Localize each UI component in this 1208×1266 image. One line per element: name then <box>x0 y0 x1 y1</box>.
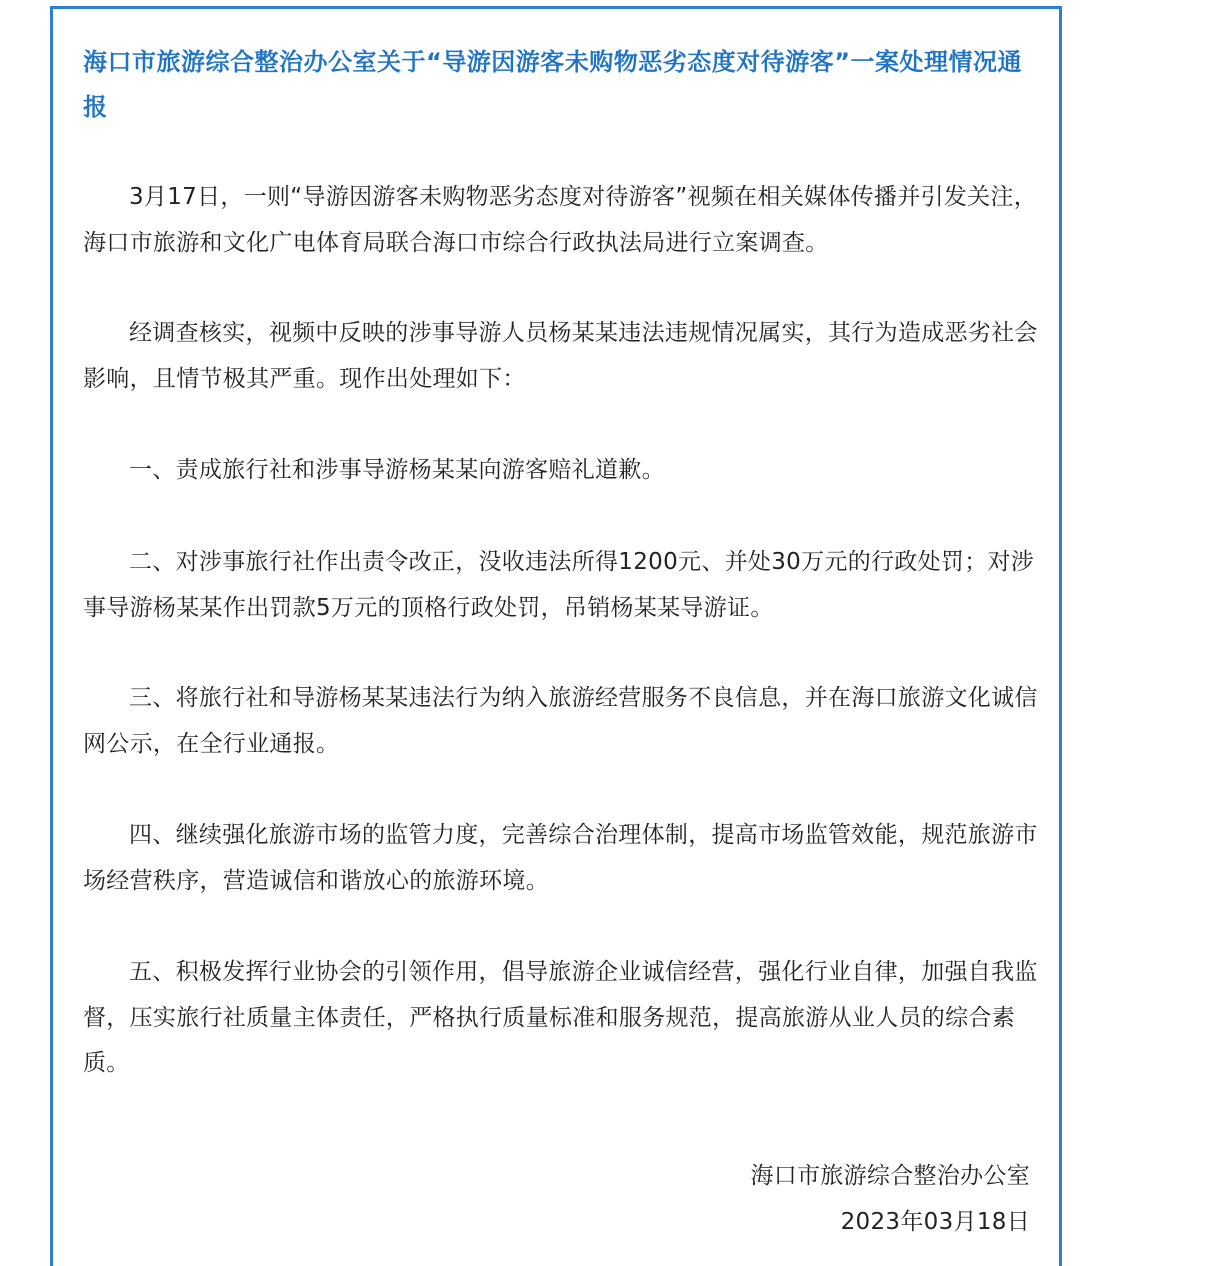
signature-block <box>750 1154 1030 1245</box>
notice-title: 海口市旅游综合整治办公室关于“导游因游客未购物恶劣态度对待游客”一案处理情况通报 <box>83 48 1023 121</box>
paragraph-intro: 3月17日，一则“导游因游客未购物恶劣态度对待游客”视频在相关媒体传播并引发关注，海口市旅游和文化广电体育局联合海口市综合行政执法局进行立案调查。 <box>83 184 1038 256</box>
signature-organization: 海口市旅游综合整治办公室 <box>750 1163 1030 1189</box>
signature-date: 2023年03月18日 <box>840 1208 1030 1235</box>
paragraph-item-4: 四、继续强化旅游市场的监管力度，完善综合治理体制，提高市场监管效能，规范旅游市场经营秩序，营造诚信和谐放心的旅游环境。 <box>83 822 1038 894</box>
paragraph-item-2: 二、对涉事旅行社作出责令改正，没收违法所得1200元、并处30万元的行政处罚；对涉事导游杨某某作出罚款5万元的顶格行政处罚，吊销杨某某导游证。 <box>83 549 1035 621</box>
paragraph-item-1: 一、责成旅行社和涉事导游杨某某向游客赔礼道歉。 <box>129 457 665 483</box>
paragraph-findings: 经调查核实，视频中反映的涉事导游人员杨某某违法违规情况属实，其行为造成恶劣社会影响，且情节极其严重。现作出处理如下： <box>83 320 1038 392</box>
paragraph-item-3: 三、将旅行社和导游杨某某违法行为纳入旅游经营服务不良信息，并在海口旅游文化诚信网公示，在全行业通报。 <box>83 685 1038 757</box>
paragraph-item-5: 五、积极发挥行业协会的引领作用，倡导旅游企业诚信经营，强化行业自律，加强自我监督，压实旅行社质量主体责任，严格执行质量标准和服务规范，提高旅游从业人员的综合素质。 <box>83 959 1038 1076</box>
